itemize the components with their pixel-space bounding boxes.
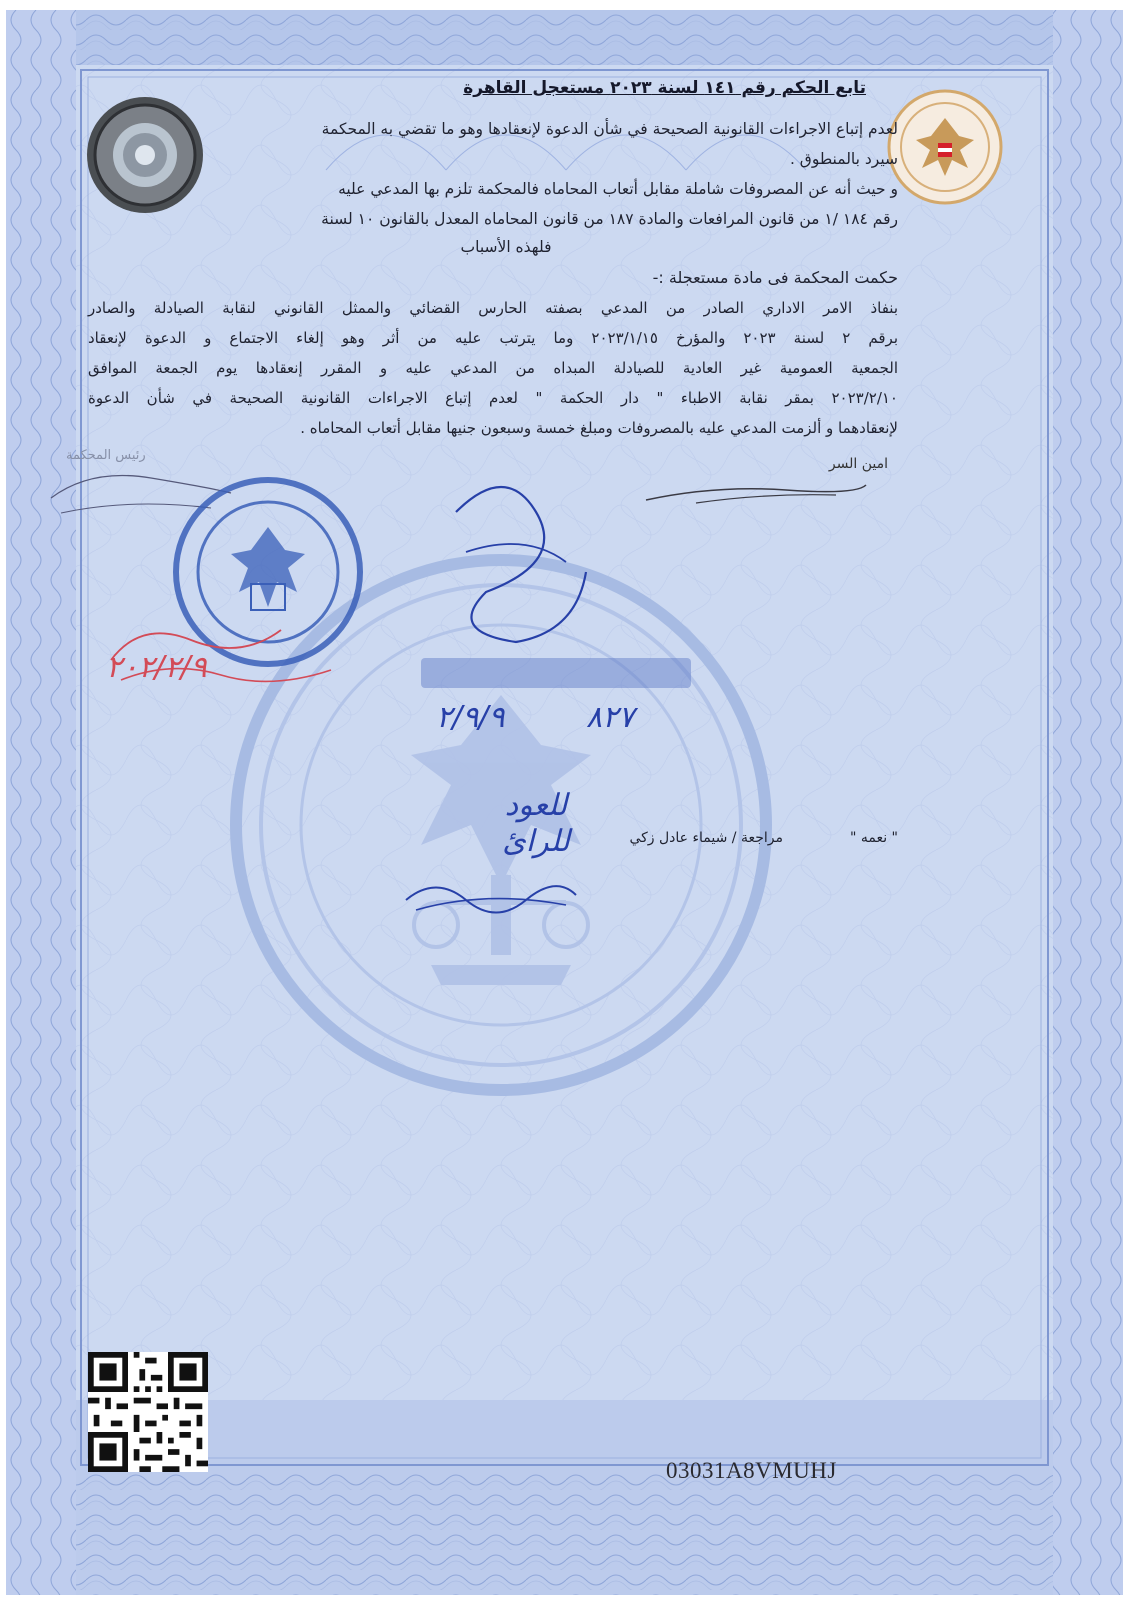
reasons-heading: فلهذه الأسباب bbox=[460, 238, 552, 256]
blue-pen-signature bbox=[426, 472, 626, 672]
paragraph-2-line-1: و حيث أنه عن المصروفات شاملة مقابل أتعاب المحاماه فالمحكمة تلزم بها المدعي عليه bbox=[338, 180, 898, 198]
review-text: مراجعة / شيماء عادل زكي bbox=[629, 830, 783, 846]
handwritten-note: للعود للرائ bbox=[502, 788, 570, 859]
paragraph-1-line-2: سيرد بالمنطوق . bbox=[789, 150, 898, 168]
legal-paper bbox=[6, 10, 1123, 1595]
ruling-line-4: ٢٠٢٣/٢/١٠ بمقر نقابة الاطباء " دار الحكمة " لعدم إتباع الاجراءات القانونية الصحيحة في شأن الدعوة bbox=[88, 389, 898, 407]
received-stamp bbox=[401, 650, 711, 700]
ministry-seal-gold bbox=[886, 88, 1004, 206]
hologram-seal bbox=[84, 94, 206, 216]
qr-code bbox=[88, 1352, 208, 1472]
handwritten-number: ٨٢٧ bbox=[586, 700, 635, 735]
judgment-title: تابع الحكم رقم ١٤١ لسنة ٢٠٢٣ مستعجل القاهرة bbox=[463, 78, 866, 98]
ruling-line-3: الجمعية العمومية غير العادية للصيادلة المبداه من المدعي عليه و المقرر إنعقادها يوم الجمعة الموافق bbox=[88, 359, 898, 377]
ruling-heading: حكمت المحكمة فى مادة مستعجلة :- bbox=[652, 268, 898, 287]
red-handwritten-date: ٢٠٢/٢/٩ bbox=[106, 650, 207, 685]
handwritten-date: ٢/٩/٩ bbox=[436, 700, 505, 735]
court-president-label: رئيس المحكمة bbox=[66, 448, 146, 463]
ruling-line-2: برقم ٢ لسنة ٢٠٢٣ والمؤرخ ٢٠٢٣/١/١٥ وما يترتب عليه من أثر وهو إلغاء الاجتماع و الدعوة لإنعقاد bbox=[88, 329, 898, 347]
ruling-line-1: بنفاذ الامر الاداري الصادر من المدعي بصفته الحارس القضائي والممثل القانوني لنقابة الصيادلة والصادر bbox=[88, 299, 898, 317]
review-prefix: " نعمه " bbox=[849, 830, 898, 846]
secretary-signature bbox=[636, 465, 876, 515]
ruling-line-5: لإنعقادهما و ألزمت المدعي عليه بالمصروفات ومبلغ خمسة وسبعون جنيها مقابل أتعاب المحاماه . bbox=[300, 419, 898, 437]
secretary-label: امين السر bbox=[828, 456, 888, 472]
handwritten-scribble bbox=[396, 870, 586, 930]
serial-code: 03031A8VMUHJ bbox=[666, 1458, 837, 1483]
paragraph-2-line-2: رقم ١٨٤ /١ من قانون المرافعات والمادة ١٨٧ من قانون المحاماه المعدل بالقانون ١٠ لسنة bbox=[321, 210, 898, 228]
paragraph-1-line-1: لعدم إتباع الاجراءات القانونية الصحيحة في شأن الدعوة لإنعقادها وهو ما تقضي به المحكمة bbox=[321, 120, 898, 138]
